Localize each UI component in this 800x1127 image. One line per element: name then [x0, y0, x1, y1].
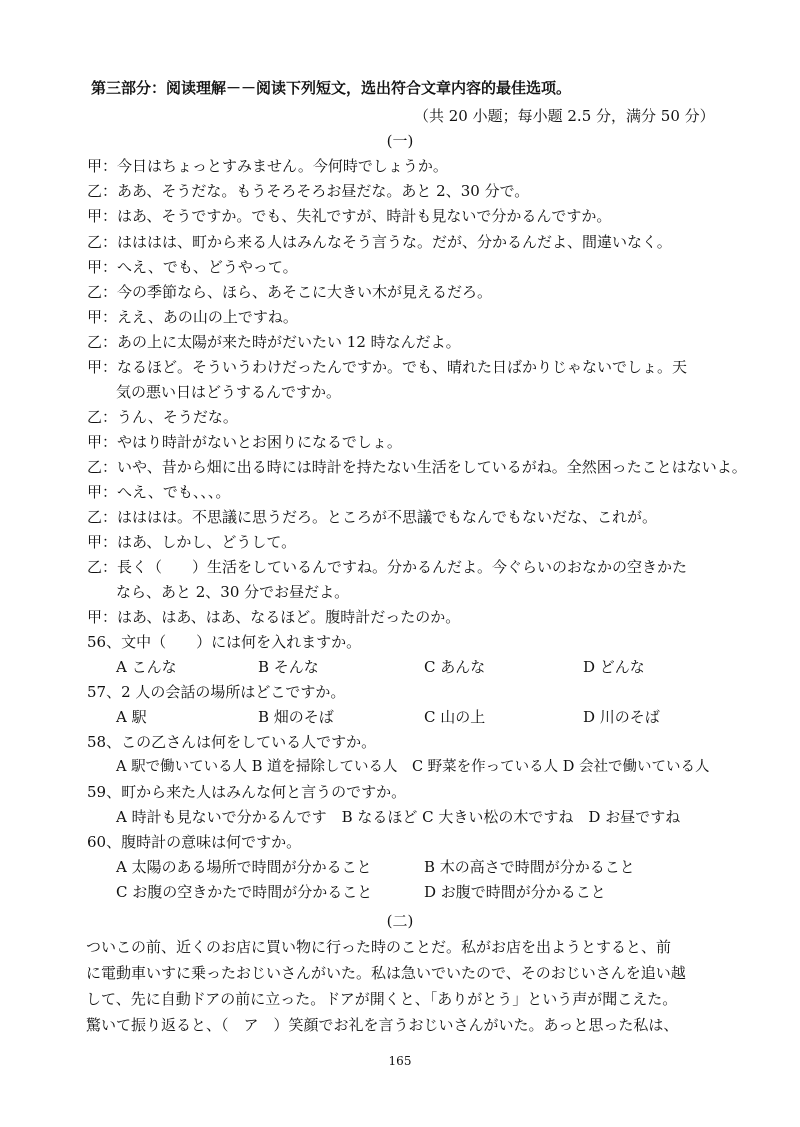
dialogue-line: 甲：へえ、でも、、、。	[87, 483, 231, 501]
dialogue-line: 甲：ええ、あの山の上ですね。	[87, 308, 298, 326]
question-60-option-b[interactable]: B 木の高さで時間が分かること	[424, 858, 635, 876]
question-56-option-a[interactable]: A こんな	[116, 658, 177, 676]
dialogue-line: 乙：長く（ ）生活をしているんですね。分かるんだよ。今ぐらいのおなかの空きかた	[87, 558, 688, 576]
question-57-option-d[interactable]: D 川のそば	[583, 708, 660, 726]
section-heading: 第三部分：阅读理解－－阅读下列短文，选出符合文章内容的最佳选项。	[91, 79, 572, 97]
dialogue-line: 乙：あの上に太陽が来た時がだいたい 12 時なんだよ。	[87, 333, 461, 351]
dialogue-line: 甲：やはり時計がないとお困りになるでしょ。	[87, 433, 402, 451]
dialogue-line: 甲：今日はちょっとすみません。今何時でしょうか。	[87, 157, 448, 175]
dialogue-line: 甲：へえ、でも、どうやって。	[87, 258, 298, 276]
passage-2-title: (二)	[386, 912, 414, 930]
question-57-option-a[interactable]: A 駅	[116, 708, 147, 726]
dialogue-line: 乙：いや、昔から畑に出る時には時計を持たない生活をしているがね。全然困ったことはないよ。	[87, 458, 747, 476]
passage-2-line: して、先に自動ドアの前に立った。ドアが開くと、「ありがとう」という声が聞こえた。	[86, 990, 678, 1008]
question-57-stem: 57、2 人の会話の場所はどこですか。	[87, 683, 346, 701]
dialogue-line: 乙：今の季節なら、ほら、あそこに大きい木が見えるだろ。	[87, 283, 493, 301]
question-58-options[interactable]: A 駅で働いている人 B 道を掃除している人 C 野菜を作っている人 D 会社で働いている人	[116, 759, 710, 775]
question-57-option-c[interactable]: C 山の上	[424, 708, 486, 726]
dialogue-line: 乙：はははは。不思議に思うだろ。ところが不思議でもなんでもないだな、これが。	[87, 508, 658, 526]
dialogue-line: 乙：ああ、そうだな。もうそろそろお昼だな。あと 2、30 分で。	[87, 182, 530, 200]
page-number: 165	[388, 1054, 412, 1068]
question-56-option-d[interactable]: D どんな	[583, 658, 645, 676]
dialogue-line: 乙：うん、そうだな。	[87, 408, 238, 426]
question-56-option-b[interactable]: B そんな	[258, 658, 319, 676]
dialogue-line: 甲：はあ、はあ、はあ、なるほど。腹時計だったのか。	[87, 608, 461, 626]
dialogue-line: 気の悪い日はどうするんですか。	[116, 383, 342, 401]
question-56-stem: 56、文中（ ）には何を入れますか。	[87, 633, 362, 651]
question-58-stem: 58、この乙さんは何をしている人ですか。	[87, 733, 377, 751]
passage-2-line: ついこの前、近くのお店に買い物に行った時のことだ。私がお店を出ようとすると、前	[86, 938, 672, 956]
question-60-option-c[interactable]: C お腹の空きかたで時間が分かること	[116, 883, 373, 901]
question-56-option-c[interactable]: C あんな	[424, 658, 486, 676]
question-60-option-d[interactable]: D お腹で時間が分かること	[424, 883, 606, 901]
scoring-note: （共 20 小题；每小题 2.5 分，满分 50 分）	[414, 107, 715, 125]
question-59-options[interactable]: A 時計も見ないで分かるんです B なるほど C 大きい松の木ですね D お昼ですね	[116, 808, 681, 826]
passage-2-line: 驚いて振り返ると、（ ア ）笑顔でお礼を言うおじいさんがいた。あっと思った私は、	[86, 1016, 679, 1034]
dialogue-line: 甲：はあ、そうですか。でも、失礼ですが、時計も見ないで分かるんですか。	[87, 207, 612, 225]
dialogue-line: 乙：はははは、町から来る人はみんなそう言うな。だが、分かるんだよ、間違いなく。	[87, 233, 672, 251]
passage-2-line: に電動車いすに乗ったおじいさんがいた。私は急いでいたので、そのおじいさんを追い越	[86, 964, 686, 982]
question-59-stem: 59、町から来た人はみんな何と言うのですか。	[87, 783, 407, 801]
dialogue-line: 甲：なるほど。そういうわけだったんですか。でも、晴れた日ばかりじゃないでしょ。天	[87, 358, 688, 376]
dialogue-line: 甲：はあ、しかし、どうして。	[87, 533, 297, 551]
question-60-option-a[interactable]: A 太陽のある場所で時間が分かること	[116, 858, 372, 876]
question-60-stem: 60、腹時計の意味は何ですか。	[87, 833, 302, 851]
passage-1-title: (一)	[386, 132, 414, 150]
question-57-option-b[interactable]: B 畑のそば	[258, 708, 334, 726]
dialogue-line: なら、あと 2、30 分でお昼だよ。	[116, 583, 350, 601]
